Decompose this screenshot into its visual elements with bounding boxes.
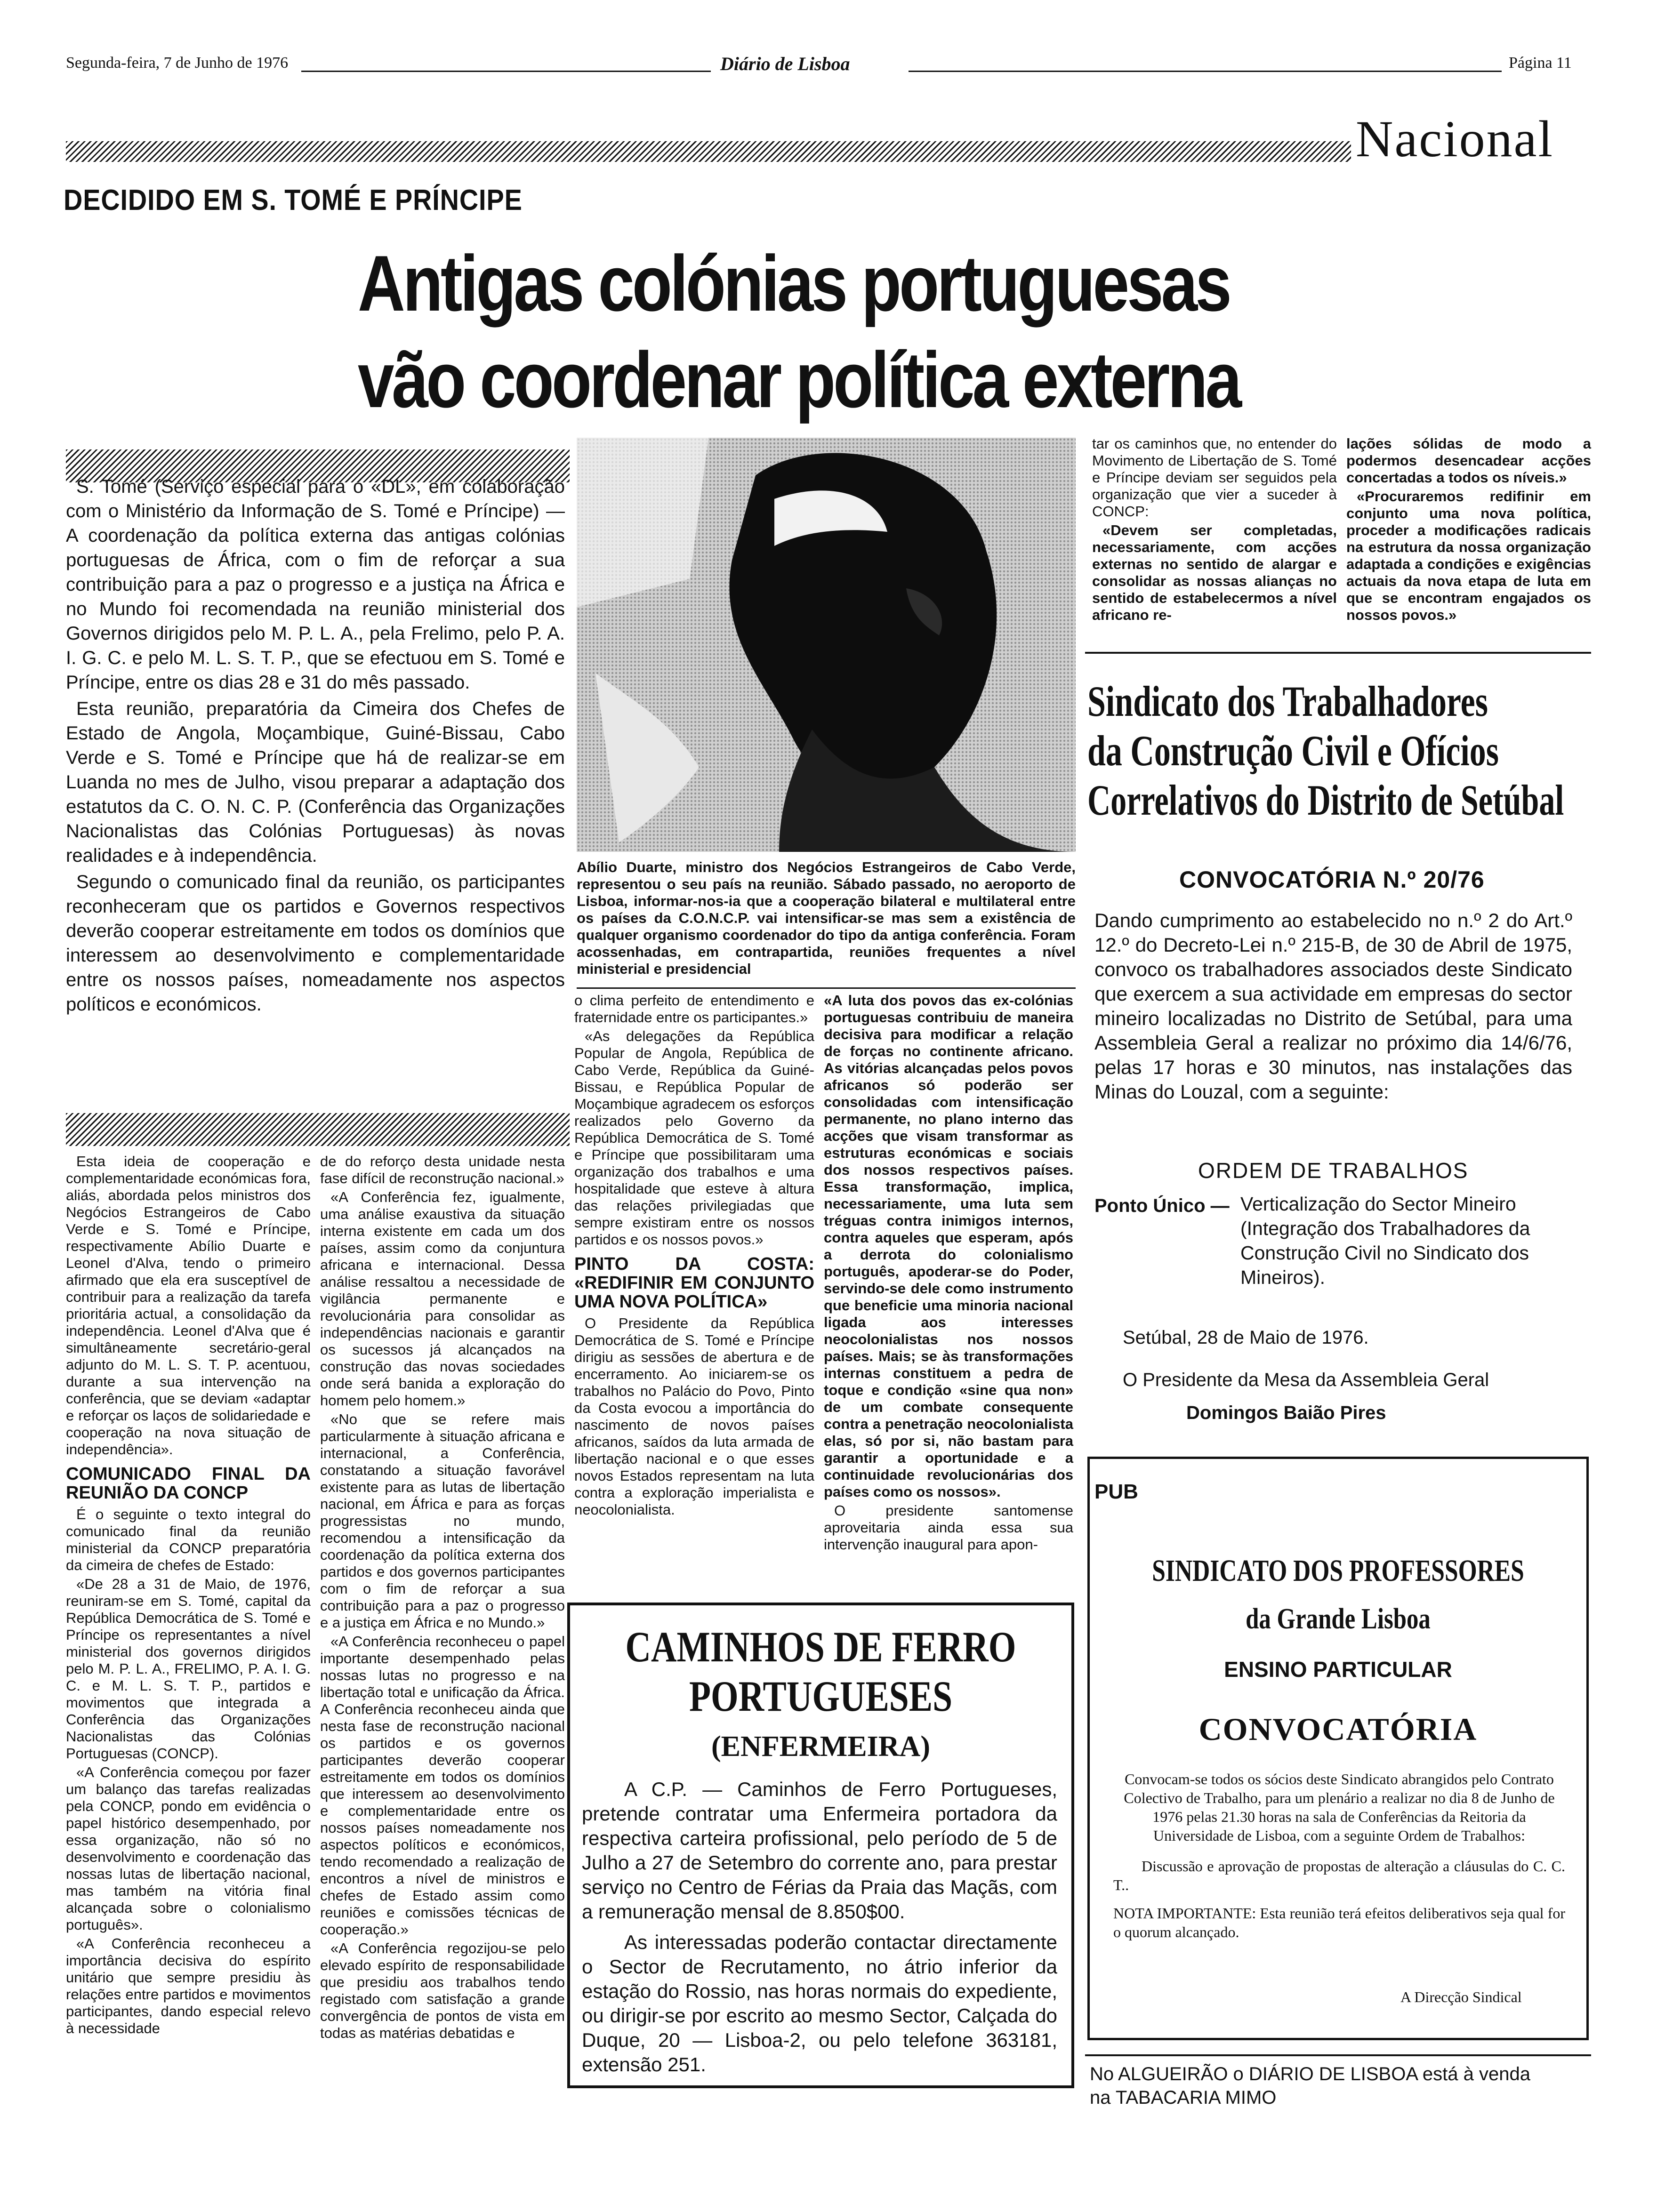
headline-line-2: vão coordenar política externa bbox=[358, 336, 1240, 424]
notice-line-1: No ALGUEIRÃO o DIÁRIO DE LISBOA está à venda bbox=[1090, 2064, 1530, 2084]
lead-hatch-bottom bbox=[66, 1113, 570, 1146]
ad-professores bbox=[1087, 1457, 1589, 2040]
body-column-4 bbox=[824, 992, 1073, 1555]
masthead-rule-right bbox=[909, 71, 1502, 72]
body-column-1 bbox=[66, 1153, 311, 2039]
ad-prof-title-1: SINDICATO DOS PROFESSORES bbox=[1152, 1554, 1524, 1588]
ad-prof-subtitle: ENSINO PARTICULAR bbox=[1224, 1657, 1452, 1682]
body-column-5 bbox=[1092, 435, 1337, 625]
ad-cp-subtitle: (ENFERMEIRA) bbox=[711, 1731, 930, 1763]
body-paragraph: «No que se refere mais particularmente à situação africana e internacional, a Conferência, constatando a situação favorável existente para as lutas de libertação nacional, em África e para as forças progressistas no mundo, recomendou a intensificação da coordenação da política externa dos partidos e dos governos participantes com o fim de reforçar a sua contribuição para a paz o progresso e a justiça em África e no Mundo.» bbox=[320, 1411, 565, 1631]
body-paragraph: «De 28 a 31 de Maio, de 1976, reuniram-se em S. Tomé, capital da República Democrática de S. Tomé e Príncipe os representantes a nível ministerial dos governos dirigidos pelo M. P. L. A., FRELIMO, P. A. I. G. C. e M. L. S. T. P., partidos e movimentos que integrada a Conferência das Organizações Nacionalistas das Colónias Portuguesas (CONCP). bbox=[66, 1576, 311, 1762]
ad-prof-item: Discussão e aprovação de propostas de alteração a cláusulas do C. C. T.. bbox=[1113, 1858, 1565, 1893]
body-paragraph: de do reforço desta unidade nesta fase difícil de reconstrução nacional.» bbox=[320, 1153, 565, 1186]
ad-cp-body-1: A C.P. — Caminhos de Ferro Portugueses, pretende contratar uma Enfermeira portadora da respectiva carteira profissional, pelo período de 5 de Julho a 27 de Setembro do corrente ano, para prestar serviço no Centro de Férias da Praia das Maçãs, com a remuneração mensal de 8.850$00. bbox=[582, 1778, 1057, 1923]
column-rule-5-6 bbox=[1085, 652, 1591, 654]
ad-prof-convocatoria: CONVOCATÓRIA bbox=[1199, 1711, 1478, 1747]
photo-abilio-duarte bbox=[577, 438, 1076, 852]
ad-ponto-label: Ponto Único — bbox=[1094, 1195, 1230, 1216]
lead-paragraph: Esta reunião, preparatória da Cimeira dos Chefes de Estado de Angola, Moçambique, Guiné-Bissau, Cabo Verde e S. Tomé e Príncipe que há de realizar-se em Luanda no mes de Julho, visou preparar a adaptação dos estatutos da C. O. N. C. P. (Conferência das Organizações Nacionalistas das Colónias Portuguesas) às novas realidades e à independência. bbox=[66, 698, 565, 866]
article-kicker: DECIDIDO EM S. TOMÉ E PRÍNCIPE bbox=[64, 184, 523, 216]
ad-prof-body: Convocam-se todos os sócios deste Sindicato abrangidos pelo Contrato Colectivo de Trabalho, para um plenário a realizar no dia 8 de Junho de 1976 pelas 21.30 horas na sala de Conferências da Reitoria da Universidade de Lisboa, com a seguinte Ordem de Trabalhos: bbox=[1124, 1771, 1555, 1844]
ad-place-date: Setúbal, 28 de Maio de 1976. bbox=[1123, 1327, 1369, 1348]
issue-date: Segunda-feira, 7 de Junho de 1976 bbox=[66, 54, 289, 72]
ad-cp-title-1: CAMINHOS DE FERRO bbox=[625, 1623, 1016, 1671]
body-column-2 bbox=[320, 1153, 565, 2044]
body-paragraph: «Procuraremos redifinir em conjunto uma nova política, proceder a modificações radicais na estrutura da nossa organização adaptada a condições e exigências actuais da nova etapa de luta em que se encontram engajados os nossos povos.» bbox=[1346, 488, 1591, 623]
body-paragraph: «As delegações da República Popular de Angola, República de Cabo Verde, República da Guiné-Bissau, e República Popular de Moçambique agradecem os esforços realizados pelo Governo da República Democrática de S. Tomé e Príncipe que possibilitaram uma organização dos trabalhos e uma hospitalidade que esteve à altura das relações privilegiadas que sempre existiram entre os nossos partidos e os nossos povos.» bbox=[574, 1028, 814, 1248]
body-paragraph: «A Conferência começou por fazer um balanço das tarefas realizadas pela CONCP, pondo em evidência o papel histórico desempenhado, por essa organização, não só no desenvolvimento e coordenação das nossas lutas de libertação nacional, mas também na vitória final alcançada sobre o colonialismo português». bbox=[66, 1764, 311, 1933]
body-paragraph: «A luta dos povos das ex-colónias portuguesas contribuiu de maneira decisiva para modificar a relação de forças no continente africano. As vitórias alcançadas pelos povos africanos só poderão ser consolidadas com intensificação permanente, no plano interno das acções que visam transformar as estruturas económicas e sociais dos nossos respectivos países. Essa transformação, implica, necessariamente, uma luta sem tréguas contra inimigos internos, contra aqueles que esperam, após a derrota do colonialismo português, apoderar-se do Poder, servindo-se dele como instrumento que beneficie uma minoria nacional ligada aos interesses neocolonialistas nos nossos países. Mais; se às transformações internas constituem a pedra de toque e condição «sine qua non» de um combate consequente contra a penetração neocolonialista elas, só por si, não bastam para garantir a oportunidade e a continuidade revolucionárias dos países como os nossos». bbox=[824, 992, 1073, 1500]
lead-paragraph: Segundo o comunicado final da reunião, os participantes reconheceram que os partidos e Governos respectivos deverão cooperar estreitamente em todos os domínios que interessem ao desenvolvimento e complementaridade entre os nossos países, nomeadamente nos aspectos políticos e económicos. bbox=[66, 872, 565, 1015]
ad-title-line-3: Correlativos do Distrito de Setúbal bbox=[1087, 776, 1564, 824]
ad-ordem-trabalhos: ORDEM DE TRABALHOS bbox=[1198, 1158, 1469, 1183]
body-column-6 bbox=[1346, 435, 1591, 625]
subhead-pinto-da-costa: PINTO DA COSTA: «REDIFINIR EM CONJUNTO UMA NOVA POLÍTICA» bbox=[574, 1254, 814, 1312]
ad-prof-note: NOTA IMPORTANTE: Esta reunião terá efeitos deliberativos seja qual for o quorum alcançado. bbox=[1113, 1905, 1565, 1940]
caption-rule bbox=[577, 987, 1076, 989]
body-paragraph: Esta ideia de cooperação e complementaridade económicas fora, aliás, abordada pelos ministros dos Negócios Estrangeiros de Cabo Verde e S. Tomé e Príncipe, respectivamente Abílio Duarte e Leonel d'Alva, tendo o primeiro afirmado que ela era susceptível de contribuir para a realização da tarefa prioritária actual, a consolidação da independência. Leonel d'Alva que é simultâneamente secretário-geral adjunto do M. L. S. T. P. acentuou, durante a sua intervenção na conferência, que se deviam «adaptar e reforçar os laços de solidariedade e cooperação na nova situação de independência». bbox=[66, 1153, 311, 1458]
ad-title-line-2: da Construção Civil e Ofícios bbox=[1087, 727, 1499, 775]
ad-body: Dando cumprimento ao estabelecido no n.º 2 do Art.º 12.º do Decreto-Lei n.º 215-B, de 30 de Abril de 1975, convoco os trabalhadores associados deste Sindicato que exercem a sua actividade em empresas do sector mineiro localizadas no Distrito de Setúbal, para uma Assembleia Geral a realizar no próximo dia 14/6/76, pelas 17 horas e 30 minutos, nas instalações das Minas do Louzal, com a seguinte: bbox=[1094, 909, 1572, 1103]
headline-line-1: Antigas colónias portuguesas bbox=[358, 239, 1230, 328]
lead-paragraph: S. Tomé (Serviço especial para o «DL», em colaboração com o Ministério da Informação de S. Tomé e Príncipe) — A coordenação da política externa das antigas colónias portuguesas de África, com o fim de reforçar a sua contribuição para a paz o progresso e a justiça na África e no Mundo foi recomendada na reunião ministerial dos Governos dirigidos pelo M. P. L. A., pela Frelimo, pelo P. A. I. G. C. e pelo M. L. S. T. P., que se efectuou em S. Tomé e Príncipe, entre os dias 28 e 31 do mês passado. bbox=[66, 476, 565, 693]
page-number: Página 11 bbox=[1509, 54, 1572, 72]
body-paragraph: «A Conferência fez, igualmente, uma análise exaustiva da situação interna existente em cada um dos países, assim como da conjuntura africana e internacional. Dessa análise ressaltou a necessidade de vigilância permanente e revolucionária para consolidar as independências nacionais e garantir os sucessos já alcançados na construção das novas sociedades onde será banida a exploração do homem pelo homem.» bbox=[320, 1189, 565, 1409]
ad-prof-title-2: da Grande Lisboa bbox=[1246, 1603, 1431, 1635]
section-hatch-band bbox=[66, 141, 1351, 162]
ad-signer-name: Domingos Baião Pires bbox=[1186, 1403, 1386, 1423]
body-paragraph: o clima perfeito de entendimento e fraternidade entre os participantes.» bbox=[574, 992, 814, 1026]
ad-sindicato-construcao bbox=[1085, 678, 1591, 1403]
body-paragraph: lações sólidas de modo a podermos desencadear acções concertadas a todos os níveis.» bbox=[1346, 435, 1591, 486]
ad-caminhos-de-ferro bbox=[567, 1603, 1074, 2088]
notice-line-2: na TABACARIA MIMO bbox=[1090, 2087, 1277, 2108]
ad-cp-title-2: PORTUGUESES bbox=[689, 1672, 953, 1720]
subhead-comunicado: COMUNICADO FINAL DA REUNIÃO DA CONCP bbox=[66, 1464, 311, 1503]
body-paragraph: «Devem ser completadas, necessariamente, com acções externas no sentido de alargar e consolidar as nossas alianças no sentido de estabelecermos a nível africano re- bbox=[1092, 522, 1337, 623]
notice-rule bbox=[1085, 2054, 1591, 2056]
ad-pub-label: PUB bbox=[1094, 1480, 1138, 1503]
body-paragraph: O presidente santomense aproveitaria ainda essa sua intervenção inaugural para apon- bbox=[824, 1502, 1073, 1553]
lead-text bbox=[66, 474, 565, 1018]
body-paragraph: «A Conferência reconheceu o papel importante desempenhado pelas nossas lutas no progresso e na libertação total e unificação da África. A Conferência reconheceu ainda que nesta fase de reconstrução nacional os partidos e os governos participantes deverão cooperar estreitamente em todos os domínios que interessem ao desenvolvimento e complementaridade entre os nossos países nomeadamente nos aspectos políticos e económicos, tendo recomendado a realização de encontros a nível de ministros e chefes de Estado assim como reuniões e comissões técnicas de cooperação.» bbox=[320, 1633, 565, 1938]
body-paragraph: tar os caminhos que, no entender do Movimento de Libertação de S. Tomé e Príncipe deviam ser seguidos pela organização que vier a suceder à CONCP: bbox=[1092, 435, 1337, 520]
section-title: Nacional bbox=[1356, 110, 1554, 168]
body-paragraph: «A Conferência regozijou-se pelo elevado espírito de responsabilidade que presidiu aos trabalhos tendo registado com satisfação a grande convergência de pontos de vista em todas as matérias debatidas e bbox=[320, 1940, 565, 2041]
photo-caption: Abílio Duarte, ministro dos Negócios Estrangeiros de Cabo Verde, representou o seu país na reunião. Sábado passado, no aeroporto de Lisboa, informar-nos-ia que a cooperação bilateral e multilateral entre os países da C.O.N.C.P. vai intensificar-se mas sem a existência de qualquer organismo coordenador do tipo da antiga conferência. Foram acossenhadas, em contrapartida, reuniões frequentes a nível ministerial e presidencial bbox=[577, 859, 1076, 977]
body-paragraph: O Presidente da República Democrática de S. Tomé e Príncipe dirigiu as sessões de abertura e de encerramento. Ao iniciarem-se os trabalhos no Palácio do Povo, Pinto da Costa evocou a importância do nascimento de novos países africanos, saídos da luta armada de libertação nacional e o que esses novos Estados representam na luta contra a exploração imperialista e neocolonialista. bbox=[574, 1315, 814, 1518]
photo-image bbox=[577, 438, 1076, 852]
body-paragraph: «A Conferência reconheceu a importância decisiva do espírito unitário que sempre presidiu às relações entre partidos e movimentos participantes, dando especial relevo à necessidade bbox=[66, 1935, 311, 2036]
ad-signer-role: O Presidente da Mesa da Assembleia Geral bbox=[1123, 1370, 1489, 1390]
masthead-rule-left bbox=[301, 71, 711, 72]
ad-title-line-1: Sindicato dos Trabalhadores bbox=[1087, 677, 1488, 725]
body-paragraph: É o seguinte o texto integral do comunicado final da reunião ministerial da CONCP preparatória da cimeira de chefes de Estado: bbox=[66, 1506, 311, 1573]
ad-convocatoria-number: CONVOCATÓRIA N.º 20/76 bbox=[1179, 866, 1485, 893]
ad-ponto-text: Verticalização do Sector Mineiro (Integração dos Trabalhadores da Construção Civil no Sindicato dos Mineiros). bbox=[1240, 1193, 1530, 1288]
paper-name: Diário de Lisboa bbox=[720, 53, 850, 74]
body-column-3 bbox=[574, 992, 814, 1520]
ad-prof-signature: A Direcção Sindical bbox=[1400, 1988, 1522, 2005]
ad-cp-body-2: As interessadas poderão contactar directamente o Sector de Recrutamento, no átrio inferior da estação do Rossio, nas horas normais do expediente, ou dirigir-se por escrito ao mesmo Sector, Calçada do Duque, 20 — Lisboa-2, ou pelo telefone 363181, extensão 251. bbox=[582, 1931, 1057, 2076]
